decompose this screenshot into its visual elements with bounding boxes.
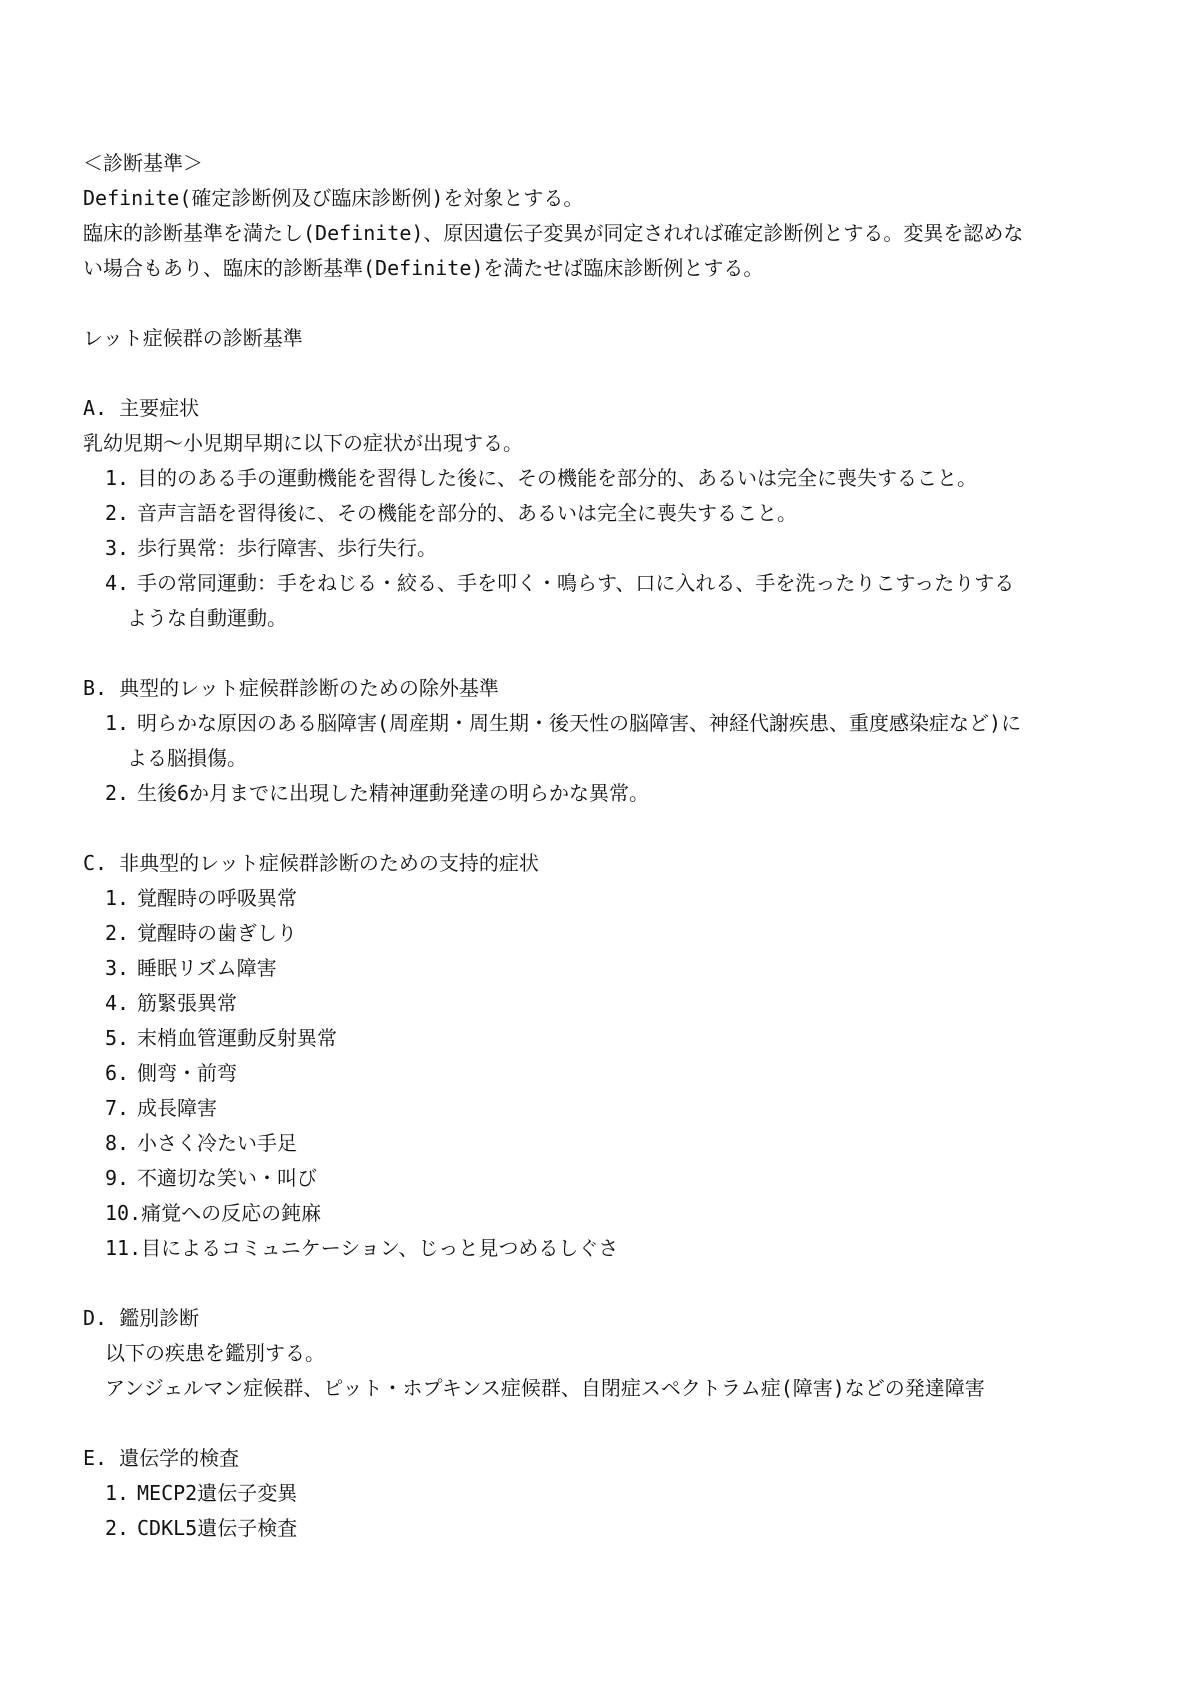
- list-item: 11.目によるコミュニケーション、じっと見つめるしぐさ: [105, 1236, 619, 1260]
- list-item: 3. 睡眠リズム障害: [105, 956, 277, 980]
- list-item: 2. 生後6か月までに出現した精神運動発達の明らかな異常。: [105, 781, 650, 805]
- list-item: 4. 手の常同運動：手をねじる・絞る、手を叩く・鳴らす、口に入れる、手を洗ったりこすったりする: [105, 571, 1015, 595]
- section-d-text: 以下の疾患を鑑別する。: [105, 1341, 325, 1365]
- list-item: 2. 覚醒時の歯ぎしり: [105, 921, 297, 945]
- list-item: 10.痛覚への反応の鈍麻: [105, 1201, 322, 1225]
- intro-line: 臨床的診断基準を満たし(Definite)、原因遺伝子変異が同定されれば確定診断例とする。変異を認めな: [83, 221, 1024, 245]
- section-a-lead: 乳幼児期～小児期早期に以下の症状が出現する。: [83, 431, 523, 455]
- document-page: [83, 146, 1113, 1546]
- section-d-heading: D. 鑑別診断: [83, 1306, 200, 1330]
- list-item: 4. 筋緊張異常: [105, 991, 237, 1015]
- list-item: 2. CDKL5遺伝子検査: [105, 1516, 298, 1540]
- intro-line: Definite(確定診断例及び臨床診断例)を対象とする。: [83, 186, 584, 210]
- intro-line: い場合もあり、臨床的診断基準(Definite)を満たせば臨床診断例とする。: [83, 256, 764, 280]
- section-c-heading: C. 非典型的レット症候群診断のための支持的症状: [83, 851, 539, 875]
- list-item-continuation: ような自動運動。: [127, 606, 287, 630]
- list-item: 1. MECP2遺伝子変異: [105, 1481, 298, 1505]
- list-item: 7. 成長障害: [105, 1096, 217, 1120]
- section-e-heading: E. 遺伝学的検査: [83, 1446, 240, 1470]
- criteria-heading: ＜診断基準＞: [83, 151, 203, 175]
- list-item: 5. 末梢血管運動反射異常: [105, 1026, 337, 1050]
- list-item: 6. 側弯・前弯: [105, 1061, 237, 1085]
- list-item: 3. 歩行異常：歩行障害、歩行失行。: [105, 536, 437, 560]
- list-item: 8. 小さく冷たい手足: [105, 1131, 297, 1155]
- document-title: レット症候群の診断基準: [83, 326, 303, 350]
- list-item: 1. 目的のある手の運動機能を習得した後に、その機能を部分的、あるいは完全に喪失すること。: [105, 466, 977, 490]
- list-item: 1. 覚醒時の呼吸異常: [105, 886, 297, 910]
- list-item: 9. 不適切な笑い・叫び: [105, 1166, 317, 1190]
- list-item-continuation: よる脳損傷。: [127, 746, 247, 770]
- section-d-text: アンジェルマン症候群、ピット・ホプキンス症候群、自閉症スペクトラム症(障害)などの発達障害: [105, 1376, 985, 1400]
- list-item: 2. 音声言語を習得後に、その機能を部分的、あるいは完全に喪失すること。: [105, 501, 797, 525]
- section-b-heading: B. 典型的レット症候群診断のための除外基準: [83, 676, 499, 700]
- section-a-heading: A. 主要症状: [83, 396, 200, 420]
- list-item: 1. 明らかな原因のある脳障害(周産期・周生期・後天性の脳障害、神経代謝疾患、重度感染症など)に: [105, 711, 1022, 735]
